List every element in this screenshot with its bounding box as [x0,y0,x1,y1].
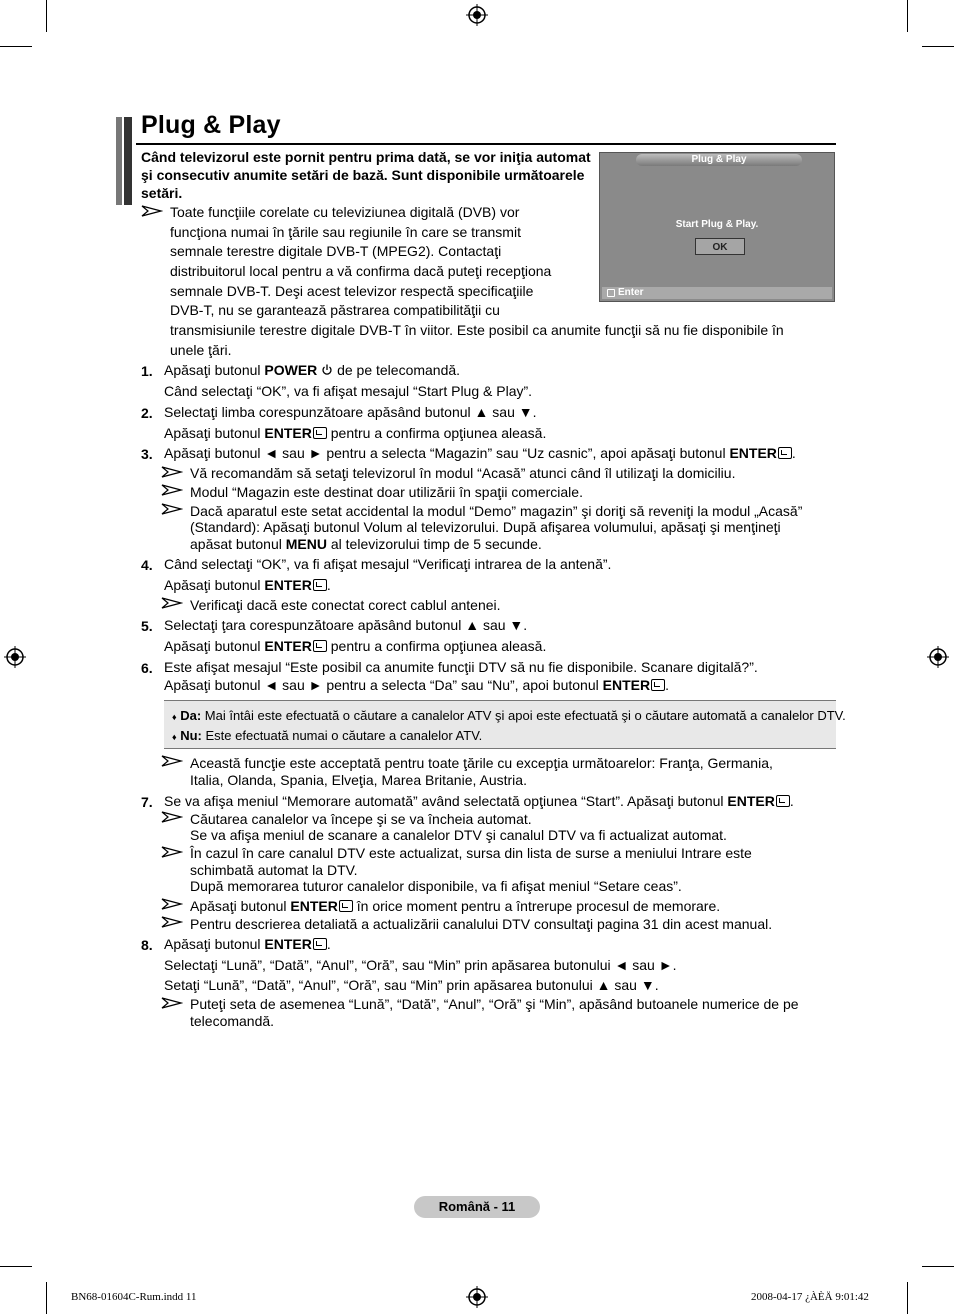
intro-paragraph: Când televizorul este pornit pentru prima dată, se vor iniţia automat şi consecutiv anumite setări de bază. Sunt disponibile următoarele setări. [141,149,591,201]
enter-key-label: ENTER [602,677,651,693]
step-3-note: Modul “Magazin este destinat doar utilizării în spaţii comerciale. [190,484,583,500]
enter-icon [313,640,327,652]
enter-icon [651,679,665,691]
registration-mark-icon [927,646,949,668]
step-3-note: (Standard): Apăsaţi butonul Volum al televizorului. După afişarea volumului, apăsaţi şi menţineţi [190,519,781,535]
step-6-line: Este afişat mesajul “Este posibil ca anumite funcţii DTV să nu fie disponibile. Scanare digitală?”. [164,659,758,675]
dvb-note-line: semnale DVB-T. Deşi acest televizor respectă specificaţiile [170,283,534,299]
note-arrow-icon [161,916,183,928]
option-label: Da: [180,708,202,723]
date-slug: 2008-04-17 ¿ÀÈÄ 9:01:42 [751,1291,869,1303]
power-icon [321,364,333,376]
step-number: 6. [141,660,153,676]
note-arrow-icon [141,205,163,217]
step-8-note: telecomandă. [190,1013,275,1029]
step-text: . [326,577,331,593]
note-text: apăsat butonul [190,536,286,552]
registration-mark-icon [466,1286,488,1308]
enter-key-label: ENTER [729,445,777,461]
registration-mark-icon [4,646,26,668]
dvb-note-line: unele ţări. [170,342,232,358]
diamond-bullet-icon: ♦ [172,712,177,722]
power-key-label: POWER [264,362,318,378]
osd-screen [599,152,835,302]
step-text: Apăsaţi butonul ◄ sau ► pentru a selecta “Magazin” sau “Uz casnic”, apoi apăsaţi butonul [164,445,730,461]
step-7-note: După memorarea tuturor canalelor disponibile, va fi afişat meniul “Setare ceas”. [190,878,682,894]
note-arrow-icon [161,997,183,1009]
step-number: 1. [141,363,153,379]
note-arrow-icon [161,846,183,858]
step-7-note: schimbată automat la DTV. [190,862,358,878]
option-label: Nu: [180,728,202,743]
step-1-line [164,361,460,380]
step-number: 7. [141,794,153,810]
menu-key-label: MENU [285,536,327,552]
enter-key-label: ENTER [264,936,312,952]
enter-icon [313,579,327,591]
step-7-line [164,792,794,811]
note-arrow-icon [161,466,183,478]
step-3-line [164,444,796,463]
step-8-line2: Selectaţi “Lună”, “Dată”, “Anul”, “Oră”, sau “Min” prin apăsarea butonului ◄ sau ►. [164,957,677,973]
step-2-line2 [164,424,546,443]
page-number-badge: Română - 11 [414,1196,540,1218]
step-text: Apăsaţi butonul [164,577,265,593]
step-number: 3. [141,446,153,462]
enter-icon [339,900,353,912]
registration-mark-icon [466,4,488,26]
step-8-line [164,935,331,954]
osd-tab: Plug & Play [636,154,802,166]
enter-icon [313,938,327,950]
note-text: Apăsaţi butonul [190,898,291,914]
country-note: Această funcţie este acceptată pentru toate ţările cu excepţia următoarelor: Franţa, Germania, [190,755,773,771]
option-nu [172,728,482,743]
option-da [172,708,846,723]
enter-icon [313,427,327,439]
step-text: . [791,445,796,461]
step-1-line2: Când selectaţi “OK”, va fi afişat mesajul “Start Plug & Play”. [164,383,533,399]
step-5-line2 [164,637,546,656]
enter-icon [778,447,792,459]
step-number: 2. [141,405,153,421]
dvb-note-line: distribuitorul local pentru a vă confirma dacă puteţi recepţiona [170,263,552,279]
step-3-note: Vă recomandăm să setaţi televizorul în modul “Acasă” atunci când îl utilizaţi la domiciliu. [190,465,736,481]
options-box [164,700,846,749]
enter-icon [776,795,790,807]
step-7-note [190,898,720,915]
step-text: Apăsaţi butonul [164,936,265,952]
osd-footer [602,287,832,299]
title-accent-bar [124,117,132,205]
title-accent-bar [116,117,122,205]
step-text: Apăsaţi butonul ◄ sau ► pentru a selecta “Da” sau “Nu”, apoi butonul [164,677,603,693]
step-number: 5. [141,618,153,634]
step-text: . [326,936,331,952]
country-note: Italia, Olanda, Spania, Elveţia, Marea Britanie, Austria. [190,772,527,788]
step-8-line3: Setaţi “Lună”, “Dată”, “Anul”, “Oră”, sau “Min” prin apăsarea butonului ▲ sau ▼. [164,977,659,993]
enter-key-label: ENTER [264,577,312,593]
step-4-note: Verificaţi dacă este conectat corect cablul antenei. [190,597,501,613]
step-7-note: Pentru descrierea detaliată a actualizării canalului DTV consultaţi pagina 31 din acest manual. [190,916,773,932]
note-arrow-icon [161,898,183,910]
crop-mark [907,0,908,32]
note-arrow-icon [161,503,183,515]
enter-key-label: ENTER [264,425,312,441]
page-title: Plug & Play [141,111,281,139]
step-5-line: Selectaţi ţara corespunzătoare apăsând butonul ▲ sau ▼. [164,617,528,633]
step-text: pentru a confirma opţiunea aleasă. [326,638,547,654]
step-text: Apăsaţi butonul [164,638,265,654]
step-text: . [789,793,794,809]
dvb-note-line: Toate funcţiile corelate cu televiziunea digitală (DVB) vor [170,204,520,220]
note-arrow-icon [161,484,183,496]
step-7-note: În cazul în care canalul DTV este actualizat, sursa din lista de surse a meniului Intrare este [190,845,752,861]
step-3-note: Dacă aparatul este setat accidental la modul “Demo” magazin” şi doriţi să reveniţi la modul „Acasă” [190,503,803,519]
osd-ok-button[interactable]: OK [695,238,745,255]
title-divider [136,143,836,145]
step-number: 8. [141,937,153,953]
step-6-line2 [164,676,669,695]
step-number: 4. [141,557,153,573]
step-text: . [665,677,669,693]
dvb-note-line: transmisiunile terestre digitale DVB-T în viitor. Este posibil ca anumite funcţii să nu fie disponibile în [170,322,784,338]
note-text: în orice moment pentru a întrerupe procesul de memorare. [352,898,721,914]
note-arrow-icon [161,755,183,767]
crop-mark [922,46,954,47]
step-4-line: Când selectaţi “OK”, va fi afişat mesajul “Verificaţi intrarea de la antenă”. [164,556,612,572]
step-text: Se va afişa meniul “Memorare automată” având selectată opţiunea “Start”. Apăsaţi butonul [164,793,728,809]
crop-mark [907,1282,908,1314]
crop-mark [0,1266,32,1267]
option-text: Mai întâi este efectuată o căutare a canalelor ATV şi apoi este efectuată şi o căutare automată a canalelor DTV. [201,708,846,723]
note-arrow-icon [161,811,183,823]
step-3-note [190,536,542,553]
dvb-note-line: funcţiona numai în ţările sau regiunile în care se transmit [170,224,521,240]
step-text: pentru a confirma opţiunea aleasă. [326,425,547,441]
note-text: al televizorului timp de 5 secunde. [326,536,542,552]
step-7-note: Se va afişa meniul de scanare a canalelor DTV şi canalul DTV va fi actualizat automat. [190,827,727,843]
enter-key-label: ENTER [727,793,775,809]
crop-mark [46,1282,47,1314]
step-7-note: Căutarea canalelor va începe şi se va încheia automat. [190,811,532,827]
osd-footer-label: Enter [618,287,644,298]
file-slug: BN68-01604C-Rum.indd 11 [71,1291,197,1303]
crop-mark [0,46,32,47]
step-4-line2 [164,576,331,595]
step-8-note: Puteţi seta de asemenea “Lună”, “Dată”, “Anul”, “Oră” şi “Min”, apăsând butoanele numerice de pe [190,996,799,1012]
step-text: de pe telecomandă. [337,362,461,378]
diamond-bullet-icon: ♦ [172,732,177,742]
step-2-line: Selectaţi limba corespunzătoare apăsând butonul ▲ sau ▼. [164,404,537,420]
osd-message: Start Plug & Play. [675,219,759,230]
step-text: Apăsaţi butonul [164,425,265,441]
dvb-note-line: DVB-T, nu se garantează păstrarea compatibilităţii cu [170,302,500,318]
step-text: Apăsaţi butonul [164,362,265,378]
crop-mark [922,1266,954,1267]
dvb-note-line: semnale terestre digitale DVB-T (MPEG2). Contactaţi [170,243,502,259]
option-text: Este efectuată numai o căutare a canalelor ATV. [201,728,483,743]
note-arrow-icon [161,597,183,609]
enter-key-label: ENTER [264,638,312,654]
enter-icon [607,289,615,297]
crop-mark [46,0,47,32]
enter-key-label: ENTER [290,898,338,914]
